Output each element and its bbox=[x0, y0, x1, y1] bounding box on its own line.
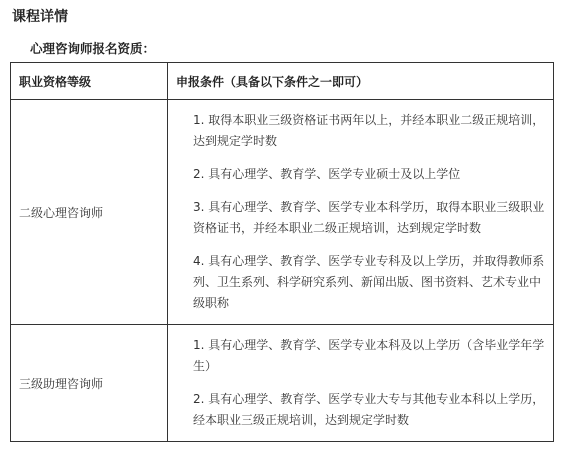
section-title: 课程详情 bbox=[12, 9, 68, 25]
table-row bbox=[11, 325, 554, 442]
requirements-table bbox=[10, 62, 554, 442]
conditions-cell bbox=[168, 100, 554, 325]
level-cell: 二级心理咨询师 bbox=[11, 100, 168, 325]
condition-item: 1. 具有心理学、教育学、医学专业本科及以上学历（含毕业学年学生） bbox=[193, 338, 545, 373]
condition-item: 2. 具有心理学、教育学、医学专业硕士及以上学位 bbox=[193, 167, 461, 181]
level-cell: 三级助理咨询师 bbox=[11, 325, 168, 442]
table-header-row bbox=[11, 63, 554, 100]
header-level: 职业资格等级 bbox=[11, 63, 168, 100]
table-row bbox=[11, 100, 554, 325]
qualification-subtitle: 心理咨询师报名资质： bbox=[30, 41, 156, 56]
conditions-cell bbox=[168, 325, 554, 442]
condition-item: 4. 具有心理学、教育学、医学专业专科及以上学历，并取得教师系列、卫生系列、科学研究系列、新闻出版、图书资料、艺术专业中级职称 bbox=[193, 254, 545, 310]
condition-item: 1. 取得本职业三级资格证书两年以上，并经本职业二级正规培训，达到规定学时数 bbox=[193, 113, 545, 148]
condition-item: 2. 具有心理学、教育学、医学专业大专与其他专业本科以上学历，经本职业三级正规培训，达到规定学时数 bbox=[193, 392, 545, 427]
condition-item: 3. 具有心理学、教育学、医学专业本科学历，取得本职业三级职业资格证书，并经本职业二级正规培训，达到规定学时数 bbox=[193, 200, 545, 235]
header-conditions: 申报条件（具备以下条件之一即可） bbox=[168, 63, 554, 100]
